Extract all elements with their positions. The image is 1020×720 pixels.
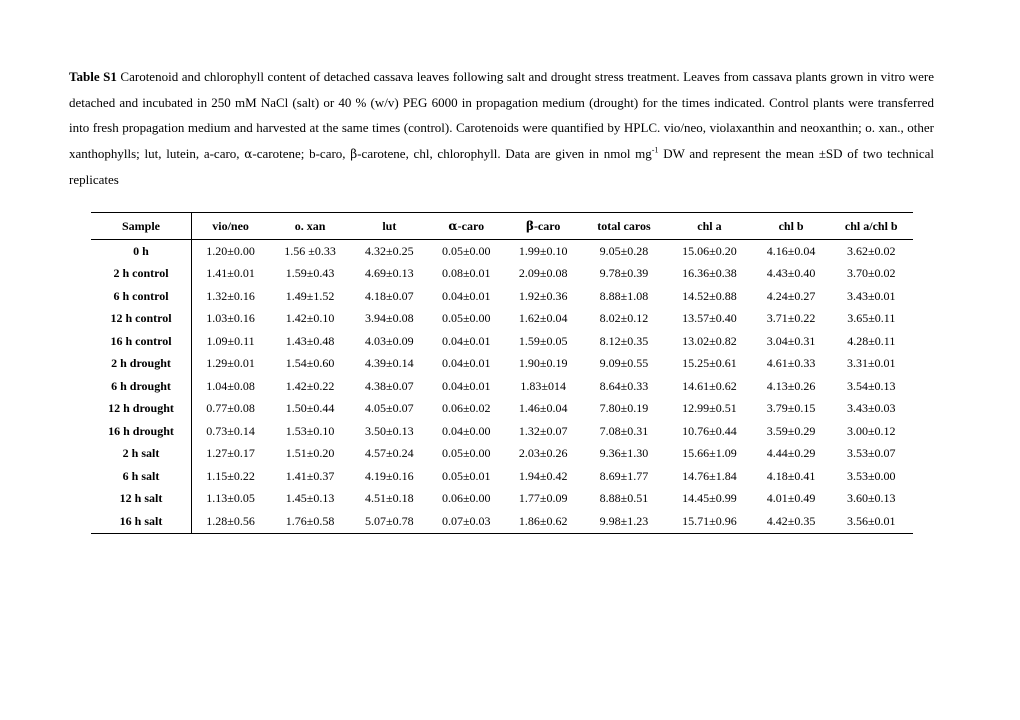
cell-chl-ratio: 3.62±0.02: [846, 243, 896, 258]
header-beta-caro: [505, 213, 582, 240]
cell-beta-caro: 1.46±0.04: [518, 401, 568, 416]
cell-chl-a: 13.57±0.40: [682, 311, 737, 326]
cell-chl-a: 13.02±0.82: [682, 333, 737, 348]
cell-total-caros: 7.08±0.31: [599, 423, 649, 438]
cell-sample: 12 h salt: [91, 488, 192, 511]
cell-chl-b: 3.79±0.15: [766, 401, 816, 416]
cell-vio-neo: 0.77±0.08: [206, 401, 255, 416]
cell-chl-a: 10.76±0.44: [682, 423, 737, 438]
cell-alpha-caro: 0.04±0.01: [441, 378, 491, 393]
table-row: [91, 308, 913, 331]
cell-o-xan: 1.76±0.58: [269, 510, 351, 533]
cell-o-xan: 1.54±0.60: [285, 356, 335, 371]
cell-lut: 4.19±0.16: [365, 468, 414, 483]
cell-lut: 4.39±0.14: [365, 356, 414, 371]
cell-chl-b: 4.13±0.26: [766, 378, 816, 393]
header-alpha-caro: [428, 213, 505, 240]
beta-symbol: β: [350, 146, 358, 161]
cell-chl-ratio: 3.54±0.13: [846, 378, 896, 393]
cell-chl-ratio: 3.00±0.12: [846, 423, 896, 438]
beta-symbol: β: [525, 218, 534, 233]
cell-sample: 2 h salt: [91, 443, 192, 466]
cell-vio-neo: 1.03±0.16: [206, 311, 255, 326]
cell-total-caros: 7.80±0.19: [599, 401, 649, 416]
header-alpha-caro-label: -caro: [457, 218, 485, 233]
cell-total-caros: 9.05±0.28: [599, 243, 649, 258]
cell-chl-ratio: 3.56±0.01: [830, 510, 913, 533]
cell-o-xan: 1.43±0.48: [285, 333, 335, 348]
cell-chl-a: 15.25±0.61: [682, 356, 737, 371]
cell-chl-a: 14.61±0.62: [682, 378, 737, 393]
caption-text: Carotenoid and chlorophyll content of detached cassava leaves following salt and drought stress treatment. Leaves from cassava plants grown in vitro were detached and incubated in 250 mM NaCl (salt) or 40 % (w/v) PEG 6000 in propagation medium (drought) for the times indicated. Control plants were transferred into fresh propagation medium and harvested at the same times (control). Carotenoids were quantified by HPLC. vio/neo, violaxanthin and neoxanthin; o. xan., other xanthophylls; lut, lutein, a-caro,: [69, 69, 934, 161]
cell-chl-ratio: 3.53±0.07: [846, 446, 896, 461]
cell-lut: 5.07±0.78: [351, 510, 428, 533]
cell-total-caros: 8.69±1.77: [599, 468, 649, 483]
cell-beta-caro: 1.90±0.19: [518, 356, 568, 371]
cell-total-caros: 9.98±1.23: [582, 510, 667, 533]
cell-alpha-caro: 0.07±0.03: [428, 510, 505, 533]
cell-beta-caro: 1.62±0.04: [518, 311, 568, 326]
header-vio-neo: vio/neo: [192, 213, 270, 240]
cell-vio-neo: 1.13±0.05: [206, 491, 255, 506]
cell-total-caros: 9.36±1.30: [599, 446, 649, 461]
table-row: [91, 353, 913, 376]
cell-sample: 2 h control: [91, 263, 192, 286]
cell-total-caros: 8.12±0.35: [599, 333, 649, 348]
cell-beta-caro: 1.59±0.05: [518, 333, 568, 348]
cell-chl-a: 16.36±0.38: [682, 266, 737, 281]
table-row: [91, 240, 913, 263]
cell-o-xan: 1.45±0.13: [285, 491, 335, 506]
cell-chl-ratio: 3.43±0.03: [846, 401, 896, 416]
cell-total-caros: 9.78±0.39: [599, 266, 649, 281]
header-total-caros: total caros: [582, 213, 667, 240]
cell-chl-b: 3.71±0.22: [766, 311, 816, 326]
cell-alpha-caro: 0.05±0.00: [441, 243, 491, 258]
cell-chl-b: 4.24±0.27: [766, 288, 816, 303]
cell-alpha-caro: 0.05±0.00: [441, 446, 491, 461]
cell-chl-b: 4.16±0.04: [766, 243, 816, 258]
caption-text: DW and represent the mean ±SD of two technical replicates: [69, 145, 934, 188]
cell-lut: 4.32±0.25: [365, 243, 414, 258]
cell-chl-a: 12.99±0.51: [682, 401, 737, 416]
cell-lut: 4.05±0.07: [365, 401, 414, 416]
header-chl-b: chl b: [753, 213, 830, 240]
cell-chl-b: 4.61±0.33: [766, 356, 816, 371]
cell-sample: 16 h control: [91, 330, 192, 353]
cell-alpha-caro: 0.06±0.02: [441, 401, 491, 416]
cell-alpha-caro: 0.05±0.00: [441, 311, 491, 326]
cell-alpha-caro: 0.04±0.01: [441, 356, 491, 371]
cell-lut: 3.94±0.08: [365, 311, 414, 326]
cell-vio-neo: 1.15±0.22: [206, 468, 255, 483]
table-row: [91, 443, 913, 466]
cell-chl-ratio: 3.43±0.01: [846, 288, 896, 303]
cell-chl-a: 15.71±0.96: [666, 510, 752, 533]
cell-chl-b: 3.59±0.29: [766, 423, 816, 438]
cell-vio-neo: 1.29±0.01: [206, 356, 255, 371]
cell-chl-b: 4.18±0.41: [766, 468, 816, 483]
table-row: [91, 375, 913, 398]
cell-sample: 12 h drought: [91, 398, 192, 421]
cell-vio-neo: 1.04±0.08: [206, 378, 255, 393]
cell-vio-neo: 0.73±0.14: [206, 423, 255, 438]
cell-beta-caro: 2.09±0.08: [518, 266, 568, 281]
table-row: [91, 285, 913, 308]
table-row: [91, 488, 913, 511]
cell-chl-ratio: 3.65±0.11: [847, 311, 896, 326]
cell-lut: 4.03±0.09: [365, 333, 414, 348]
cell-beta-caro: 1.86±0.62: [505, 510, 582, 533]
cell-chl-b: 4.01±0.49: [766, 491, 816, 506]
header-sample: Sample: [91, 213, 192, 240]
cell-sample: 6 h control: [91, 285, 192, 308]
cell-lut: 4.51±0.18: [365, 491, 414, 506]
alpha-symbol: α: [448, 218, 458, 233]
cell-chl-ratio: 3.70±0.02: [846, 266, 896, 281]
cell-total-caros: 9.09±0.55: [599, 356, 649, 371]
table-row: [91, 263, 913, 286]
cell-o-xan: 1.50±0.44: [285, 401, 335, 416]
cell-beta-caro: 1.77±0.09: [518, 491, 568, 506]
cell-chl-a: 14.52±0.88: [682, 288, 737, 303]
cell-alpha-caro: 0.04±0.00: [441, 423, 491, 438]
header-o-xan: o. xan: [269, 213, 351, 240]
cell-total-caros: 8.02±0.12: [599, 311, 649, 326]
cell-chl-ratio: 4.28±0.11: [847, 333, 896, 348]
cell-alpha-caro: 0.06±0.00: [441, 491, 491, 506]
data-table: [91, 212, 913, 534]
cell-sample: 12 h control: [91, 308, 192, 331]
cell-chl-b: 3.04±0.31: [766, 333, 816, 348]
table-label: Table S1: [69, 69, 117, 84]
cell-chl-ratio: 3.53±0.00: [846, 468, 896, 483]
cell-beta-caro: 1.83±014: [520, 378, 566, 393]
cell-sample: 0 h: [91, 240, 192, 263]
table-row: [91, 420, 913, 443]
cell-lut: 4.18±0.07: [365, 288, 414, 303]
cell-lut: 4.38±0.07: [365, 378, 414, 393]
cell-beta-caro: 2.03±0.26: [518, 446, 568, 461]
cell-lut: 3.50±0.13: [365, 423, 414, 438]
unit-superscript: -1: [651, 145, 659, 155]
cell-alpha-caro: 0.08±0.01: [441, 266, 491, 281]
table-caption: [69, 64, 934, 193]
cell-alpha-caro: 0.05±0.01: [441, 468, 491, 483]
cell-vio-neo: 1.41±0.01: [206, 266, 255, 281]
cell-sample: 16 h drought: [91, 420, 192, 443]
header-beta-caro-label: -caro: [533, 218, 561, 233]
alpha-symbol: α: [244, 146, 253, 161]
cell-alpha-caro: 0.04±0.01: [441, 288, 491, 303]
cell-lut: 4.57±0.24: [365, 446, 414, 461]
cell-chl-b: 4.44±0.29: [766, 446, 816, 461]
cell-o-xan: 1.42±0.22: [285, 378, 335, 393]
cell-vio-neo: 1.28±0.56: [192, 510, 270, 533]
cell-sample: 6 h salt: [91, 465, 192, 488]
cell-lut: 4.69±0.13: [365, 266, 414, 281]
cell-o-xan: 1.56 ±0.33: [284, 243, 336, 258]
header-chl-a: chl a: [666, 213, 752, 240]
cell-o-xan: 1.53±0.10: [285, 423, 335, 438]
cell-vio-neo: 1.09±0.11: [206, 333, 255, 348]
cell-chl-b: 4.42±0.35: [753, 510, 830, 533]
cell-total-caros: 8.88±1.08: [599, 288, 649, 303]
cell-total-caros: 8.88±0.51: [599, 491, 649, 506]
cell-o-xan: 1.41±0.37: [285, 468, 335, 483]
cell-sample: 2 h drought: [91, 353, 192, 376]
cell-chl-ratio: 3.31±0.01: [846, 356, 896, 371]
caption-text: -carotene; b-caro,: [252, 145, 351, 161]
cell-o-xan: 1.49±1.52: [285, 288, 335, 303]
cell-chl-a: 15.06±0.20: [682, 243, 737, 258]
caption-text: -carotene, chl, chlorophyll. Data are given in nmol mg: [357, 145, 652, 161]
table-row: [91, 510, 913, 533]
cell-sample: 16 h salt: [91, 510, 192, 533]
cell-beta-caro: 1.92±0.36: [518, 288, 568, 303]
cell-chl-a: 15.66±1.09: [682, 446, 737, 461]
table-row: [91, 398, 913, 421]
cell-sample: 6 h drought: [91, 375, 192, 398]
cell-alpha-caro: 0.04±0.01: [441, 333, 491, 348]
table-row: [91, 465, 913, 488]
table-row: [91, 330, 913, 353]
cell-o-xan: 1.42±0.10: [285, 311, 335, 326]
cell-vio-neo: 1.20±0.00: [206, 243, 255, 258]
table-body: [91, 240, 913, 534]
cell-chl-a: 14.45±0.99: [682, 491, 737, 506]
cell-beta-caro: 1.32±0.07: [518, 423, 568, 438]
header-lut: lut: [351, 213, 428, 240]
cell-chl-b: 4.43±0.40: [766, 266, 816, 281]
table-header-row: [91, 213, 913, 240]
cell-o-xan: 1.51±0.20: [285, 446, 335, 461]
cell-o-xan: 1.59±0.43: [285, 266, 335, 281]
cell-total-caros: 8.64±0.33: [599, 378, 649, 393]
cell-vio-neo: 1.32±0.16: [206, 288, 255, 303]
header-chl-ratio: chl a/chl b: [830, 213, 913, 240]
cell-vio-neo: 1.27±0.17: [206, 446, 255, 461]
cell-chl-a: 14.76±1.84: [682, 468, 737, 483]
cell-beta-caro: 1.94±0.42: [518, 468, 568, 483]
cell-chl-ratio: 3.60±0.13: [846, 491, 896, 506]
cell-beta-caro: 1.99±0.10: [518, 243, 568, 258]
